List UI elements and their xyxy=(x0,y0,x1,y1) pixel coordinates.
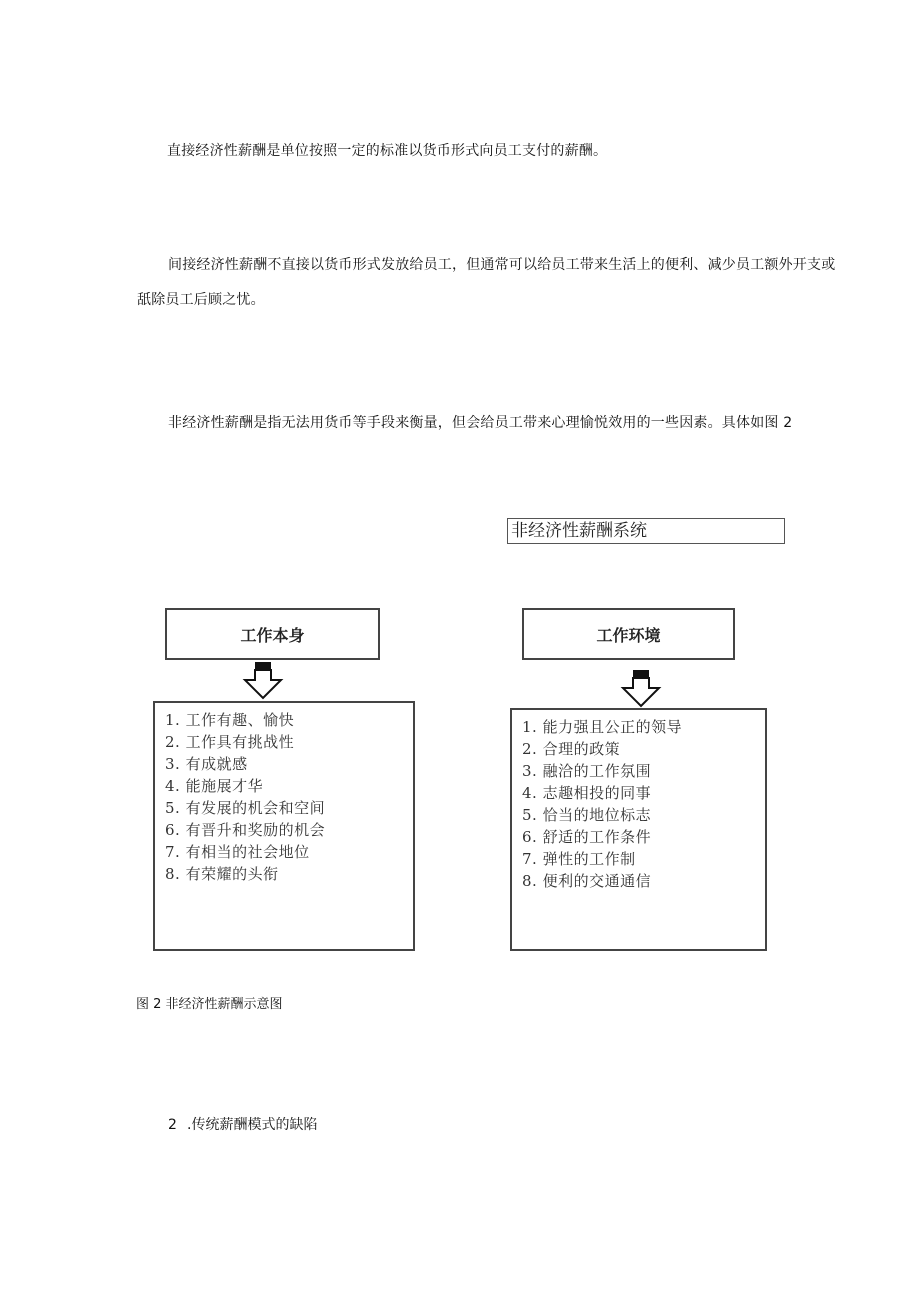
list-item: 1. 能力强且公正的领导 xyxy=(522,718,683,736)
down-arrow-icon xyxy=(242,661,284,701)
down-arrow-icon xyxy=(620,669,662,709)
list-work-environment xyxy=(510,708,767,951)
paragraph-nonmonetary-compensation: 非经济性薪酬是指无法用货币等手段来衡量，但会给员工带来心理愉悦效用的一些因素。具体如图 2 xyxy=(168,415,793,431)
list-item: 4. 能施展才华 xyxy=(165,777,264,795)
header-work-itself: 工作本身 xyxy=(165,608,380,660)
list-item: 8. 有荣耀的头衔 xyxy=(165,865,279,883)
list-work-itself xyxy=(153,701,415,951)
diagram-system-title: 非经济性薪酬系统 xyxy=(507,518,785,544)
header-work-environment: 工作环境 xyxy=(522,608,735,660)
list-item: 3. 有成就感 xyxy=(165,755,248,773)
list-item: 7. 弹性的工作制 xyxy=(522,850,636,868)
list-item: 7. 有相当的社会地位 xyxy=(165,843,310,861)
list-item: 5. 有发展的机会和空间 xyxy=(165,799,326,817)
list-item: 4. 志趣相投的同事 xyxy=(522,784,652,802)
figure-caption: 图 2 非经济性薪酬示意图 xyxy=(136,997,283,1012)
paragraph-indirect-compensation-line1: 间接经济性薪酬不直接以货币形式发放给员工，但通常可以给员工带来生活上的便利、减少员工额外开支或 xyxy=(168,257,836,273)
list-item: 2. 合理的政策 xyxy=(522,740,621,758)
section-heading xyxy=(168,1115,317,1135)
paragraph-indirect-compensation-line2: 舐除员工后顾之忧。 xyxy=(137,292,265,308)
list-item: 5. 恰当的地位标志 xyxy=(522,806,652,824)
list-item: 2. 工作具有挑战性 xyxy=(165,733,295,751)
list-item: 6. 有晋升和奖励的机会 xyxy=(165,821,326,839)
list-item: 1. 工作有趣、愉快 xyxy=(165,711,295,729)
list-item: 6. 舒适的工作条件 xyxy=(522,828,652,846)
section-title: .传统薪酬模式的缺陷 xyxy=(187,1117,318,1133)
paragraph-direct-compensation: 直接经济性薪酬是单位按照一定的标准以货币形式向员工支付的薪酬。 xyxy=(167,143,608,159)
list-item: 3. 融洽的工作氛围 xyxy=(522,762,652,780)
list-item: 8. 便利的交通通信 xyxy=(522,872,652,890)
section-number: 2 xyxy=(168,1117,177,1133)
